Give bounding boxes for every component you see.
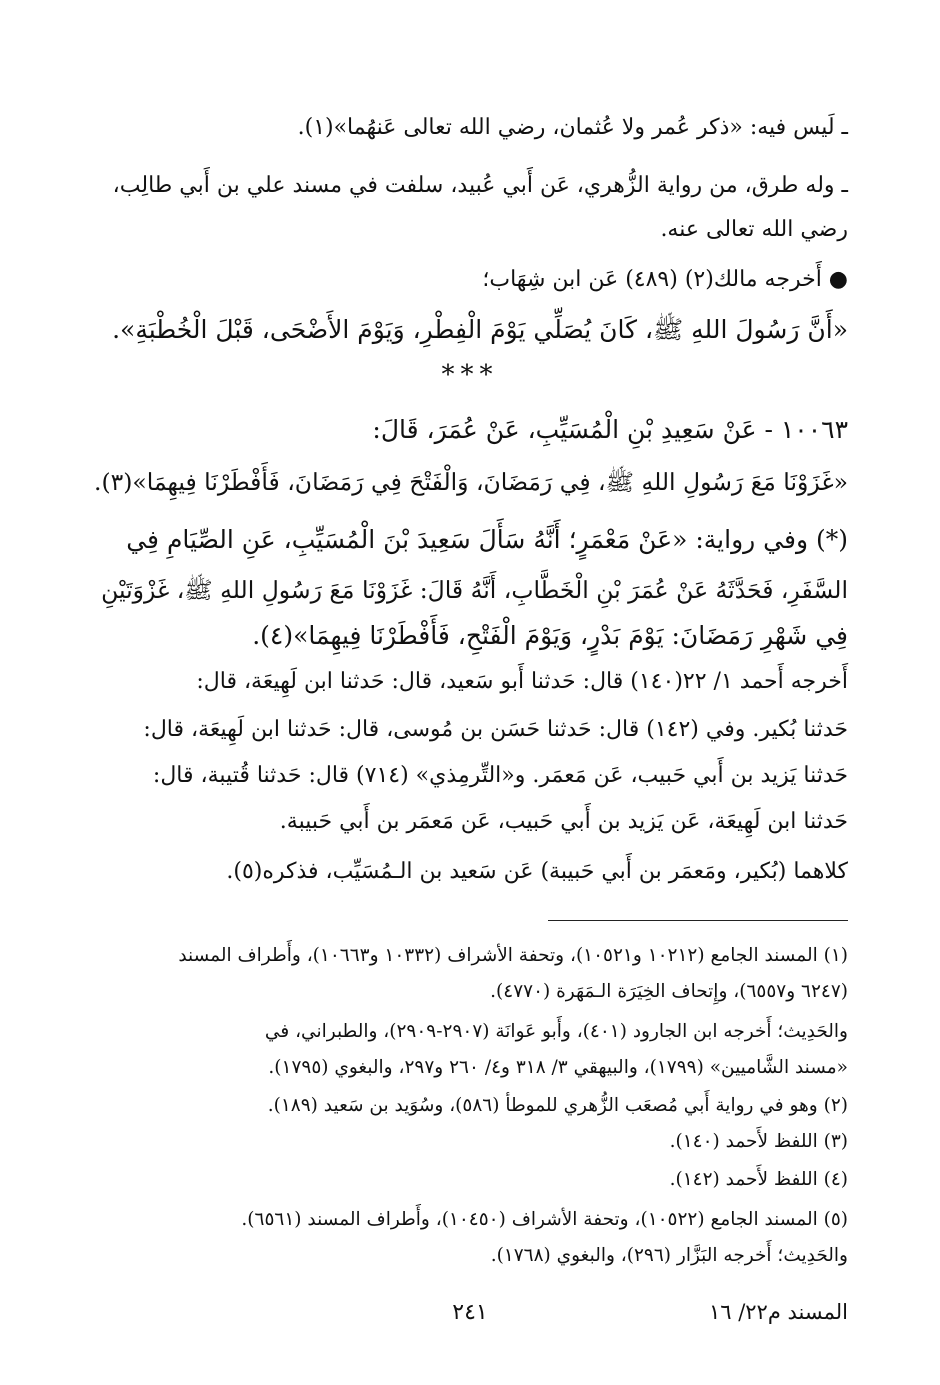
takhrij-line-1: أَخرجه أَحمد ١/ ٢٢(١٤٠) قال: حَدثنا أَبو سَعيد، قال: حَدثنا ابن لَهِيعَة، قال:	[196, 669, 848, 694]
footnote-divider	[548, 920, 848, 921]
body-line-4: ● أَخرجه مالك(٢) (٤٨٩) عَن ابن شِهَاب؛	[482, 267, 848, 292]
footnote-line-5: (٢) وهو في رواية أَبي مُصعَب الزُّهري للموطأ (٥٨٦)، وسُوَيد بن سَعيد (١٨٩).	[267, 1095, 848, 1116]
volume-signature: المسند م٢٢/ ١٦	[708, 1300, 848, 1324]
hadith-line-5: فِي شَهْرِ رَمَضَانَ: يَوْمَ بَدْرٍ، وَيَوْمَ الْفَتْحِ، فَأَفْطَرْنَا فِيهِمَا»(٤).	[252, 621, 848, 650]
footnote-line-2: (٦٢٤٧ و٦٥٥٧)، وإِتحاف الخِيَرَة الـمَهَرة (٤٧٧٠).	[490, 981, 848, 1002]
body-line-1: ـ لَيس فيه: «ذكر عُمر ولا عُثمان، رضي الله تعالى عَنهُما»(١).	[297, 115, 848, 140]
body-line-3: رضي الله تعالى عنه.	[660, 217, 848, 242]
takhrij-line-2: حَدثنا بُكير. وفي (١٤٢) قال: حَدثنا حَسَن بن مُوسى، قال: حَدثنا ابن لَهِيعَة، قال:	[143, 717, 848, 742]
body-line-5: «أَنَّ رَسُولَ اللهِ ﷺ، كَانَ يُصَلِّي يَوْمَ الْفِطْرِ، وَيَوْمَ الأَضْحَى، قَبْلَ الْخُطْبَةِ».	[112, 315, 848, 344]
hadith-line-2: «غَزَوْنَا مَعَ رَسُولِ اللهِ ﷺ، فِي رَمَضَانَ، وَالْفَتْحَ فِي رَمَضَانَ، فَأَفْطَرْنَا فِيهِمَا»(٣).	[94, 468, 848, 496]
body-line-2: ـ وله طرق، من رواية الزُّهري، عَن أَبي عُبيد، سلفت في مسند علي بن أَبي طالِب،	[112, 173, 848, 198]
footnote-line-9: والحَدِيث؛ أَخرجه البَزَّار (٢٩٦)، والبغوي (١٧٦٨).	[490, 1245, 848, 1266]
footnote-line-3: والحَدِيث؛ أَخرجه ابن الجارود (٤٠١)، وأَبو عَوانَة (٢٩٠٧-٢٩٠٩)، والطبراني، في	[264, 1021, 848, 1042]
takhrij-line-5: كلاهما (بُكير، ومَعمَر بن أَبي حَبيبة) عَن سَعيد بن الـمُسَيِّب، فذكره(٥).	[226, 859, 848, 884]
footnote-line-7: (٤) اللفظ لأَحمد (١٤٢).	[669, 1169, 848, 1190]
hadith-heading: ١٠٠٦٣ - عَنْ سَعِيدِ بْنِ الْمُسَيِّبِ، عَنْ عُمَرَ، قَالَ:	[372, 415, 848, 444]
footnote-line-1: (١) المسند الجامع (١٠٢١٢ و١٠٥٢١)، وتحفة الأشراف (١٠٣٣٢ و١٠٦٦٣)، وأَطراف المسند	[178, 945, 848, 966]
page-number: ٢٤١	[452, 1300, 488, 1325]
footnote-line-4: «مسند الشَّاميين» (١٧٩٩)، والبيهقي ٣/ ٣١٨ و٤/ ٢٦٠ و٢٩٧، والبغوي (١٧٩٥).	[268, 1057, 848, 1078]
footnote-line-8: (٥) المسند الجامع (١٠٥٢٢)، وتحفة الأشراف (١٠٤٥٠)، وأَطراف المسند (٦٥٦١).	[241, 1209, 848, 1230]
section-separator: ***	[441, 360, 499, 390]
footnote-line-6: (٣) اللفظ لأَحمد (١٤٠).	[669, 1131, 848, 1152]
hadith-line-4: السَّفَرِ، فَحَدَّثَهُ عَنْ عُمَرَ بْنِ الْخَطَّابِ، أَنَّهُ قَالَ: غَزَوْنَا مَعَ رَسُولِ اللهِ ﷺ، غَزْوَتَيْنِ	[101, 576, 848, 604]
takhrij-line-3: حَدثنا يَزيد بن أَبي حَبيب، عَن مَعمَر. و«التِّرمِذي» (٧١٤) قال: حَدثنا قُتيبة، قال:	[152, 763, 848, 788]
hadith-line-3: (*) وفي رواية: «عَنْ مَعْمَرٍ؛ أَنَّهُ سَأَلَ سَعِيدَ بْنَ الْمُسَيِّبِ، عَنِ الصِّيَامِ فِي	[126, 525, 848, 554]
takhrij-line-4: حَدثنا ابن لَهِيعَة، عَن يَزيد بن أَبي حَبيب، عَن مَعمَر بن أَبي حَبيبة.	[279, 809, 848, 834]
